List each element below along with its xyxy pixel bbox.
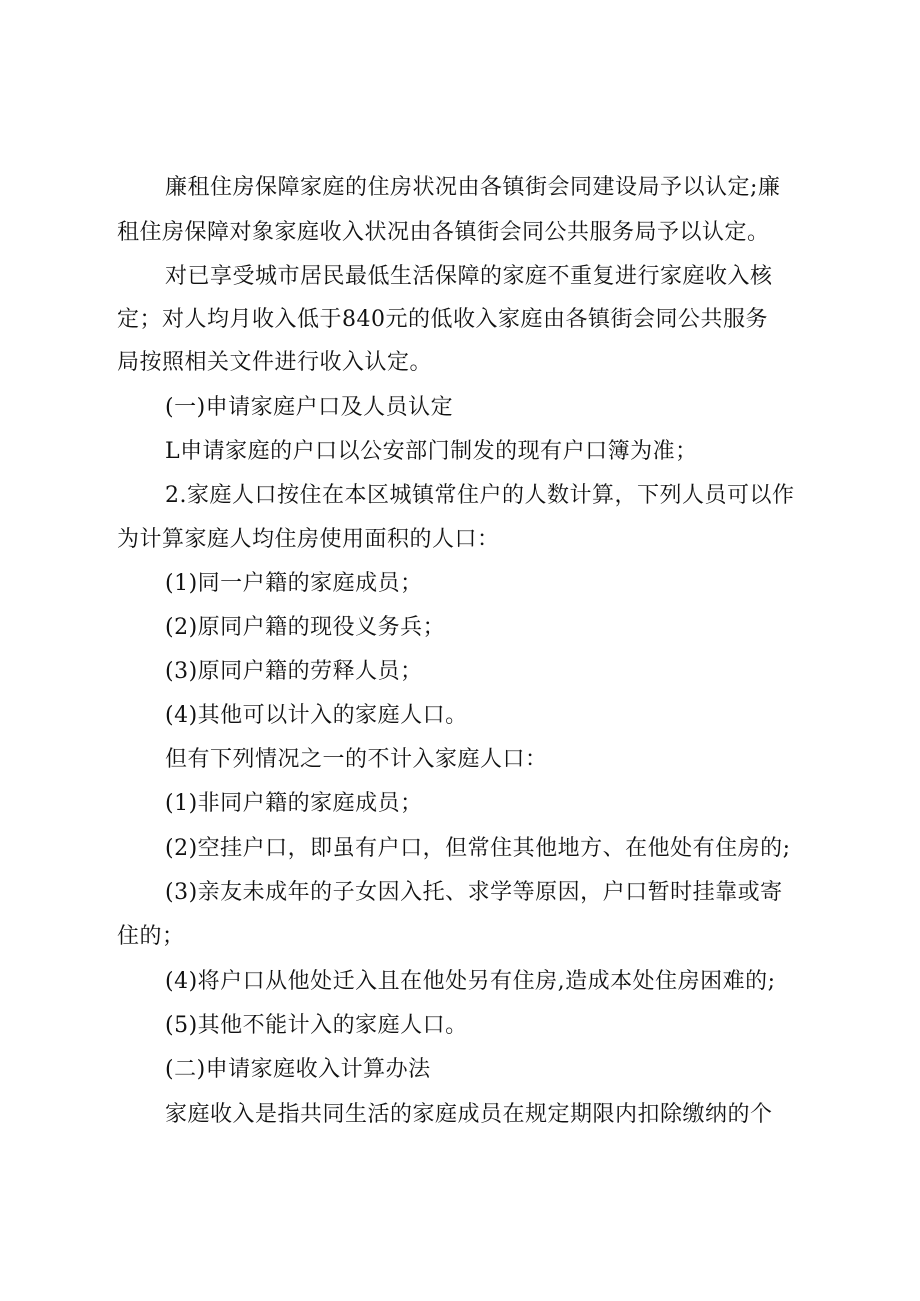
line-text: (1)非同户籍的家庭成员；: [165, 791, 423, 816]
line-text: (二)申请家庭收入计算办法: [165, 1057, 431, 1082]
list-item: [0, 694, 920, 738]
list-item: [0, 960, 920, 1004]
line-text: 局按照相关文件进行收入认定。: [117, 350, 433, 375]
line-text: 2.家庭人口按住在本区城镇常住户的人数计算，下列人员可以作: [165, 483, 795, 508]
text-line: [0, 430, 920, 474]
list-item: [0, 650, 920, 694]
text-line: [0, 474, 920, 518]
line-text: 为计算家庭人均住房使用面积的人口：: [117, 527, 500, 552]
line-text: 廉租住房保障家庭的住房状况由各镇街会同建设局予以认定;廉: [165, 175, 781, 200]
text-line: [0, 298, 920, 342]
text-line: [0, 211, 920, 255]
line-text: 家庭收入是指共同生活的家庭成员在规定期限内扣除缴纳的个: [165, 1102, 773, 1127]
line-text: (3)原同户籍的劳释人员；: [165, 659, 423, 684]
list-item: [0, 827, 920, 871]
text-line: [0, 255, 920, 299]
list-item: [0, 871, 920, 915]
text-line: [0, 341, 920, 385]
line-text: L申请家庭的户口以公安部门制发的现有户口簿为准；: [165, 439, 698, 464]
line-text: 定；对人均月收入低于840元的低收入家庭由各镇街会同公共服务: [117, 307, 768, 332]
line-text: (1)同一户籍的家庭成员；: [165, 571, 423, 596]
line-text: (3)亲友未成年的子女因入托、求学等原因，户口暂时挂靠或寄: [165, 880, 783, 905]
text-line: [0, 518, 920, 562]
list-item: [0, 606, 920, 650]
line-text: 但有下列情况之一的不计入家庭人口：: [165, 747, 548, 772]
line-text: 住的；: [117, 924, 185, 949]
text-line: [0, 915, 920, 959]
line-text: (5)其他不能计入的家庭人口。: [165, 1013, 468, 1038]
line-text: (2)空挂户口，即虽有户口，但常住其他地方、在他处有住房的;: [165, 836, 791, 861]
text-line: [0, 738, 920, 782]
line-text: (4)其他可以计入的家庭人口。: [165, 703, 468, 728]
list-item: [0, 562, 920, 606]
text-line: [0, 1093, 920, 1137]
line-text: 租住房保障对象家庭收入状况由各镇街会同公共服务局予以认定。: [117, 220, 770, 245]
line-text: 对已享受城市居民最低生活保障的家庭不重复进行家庭收入核: [165, 264, 773, 289]
section-heading: [0, 386, 920, 430]
text-line: [0, 166, 920, 210]
line-text: (2)原同户籍的现役义务兵；: [165, 615, 446, 640]
list-item: [0, 1004, 920, 1048]
line-text: (一)申请家庭户口及人员认定: [165, 395, 454, 420]
line-text: (4)将户口从他处迁入且在他处另有住房,造成本处住房困难的;: [165, 969, 776, 994]
list-item: [0, 782, 920, 826]
section-heading: [0, 1048, 920, 1092]
